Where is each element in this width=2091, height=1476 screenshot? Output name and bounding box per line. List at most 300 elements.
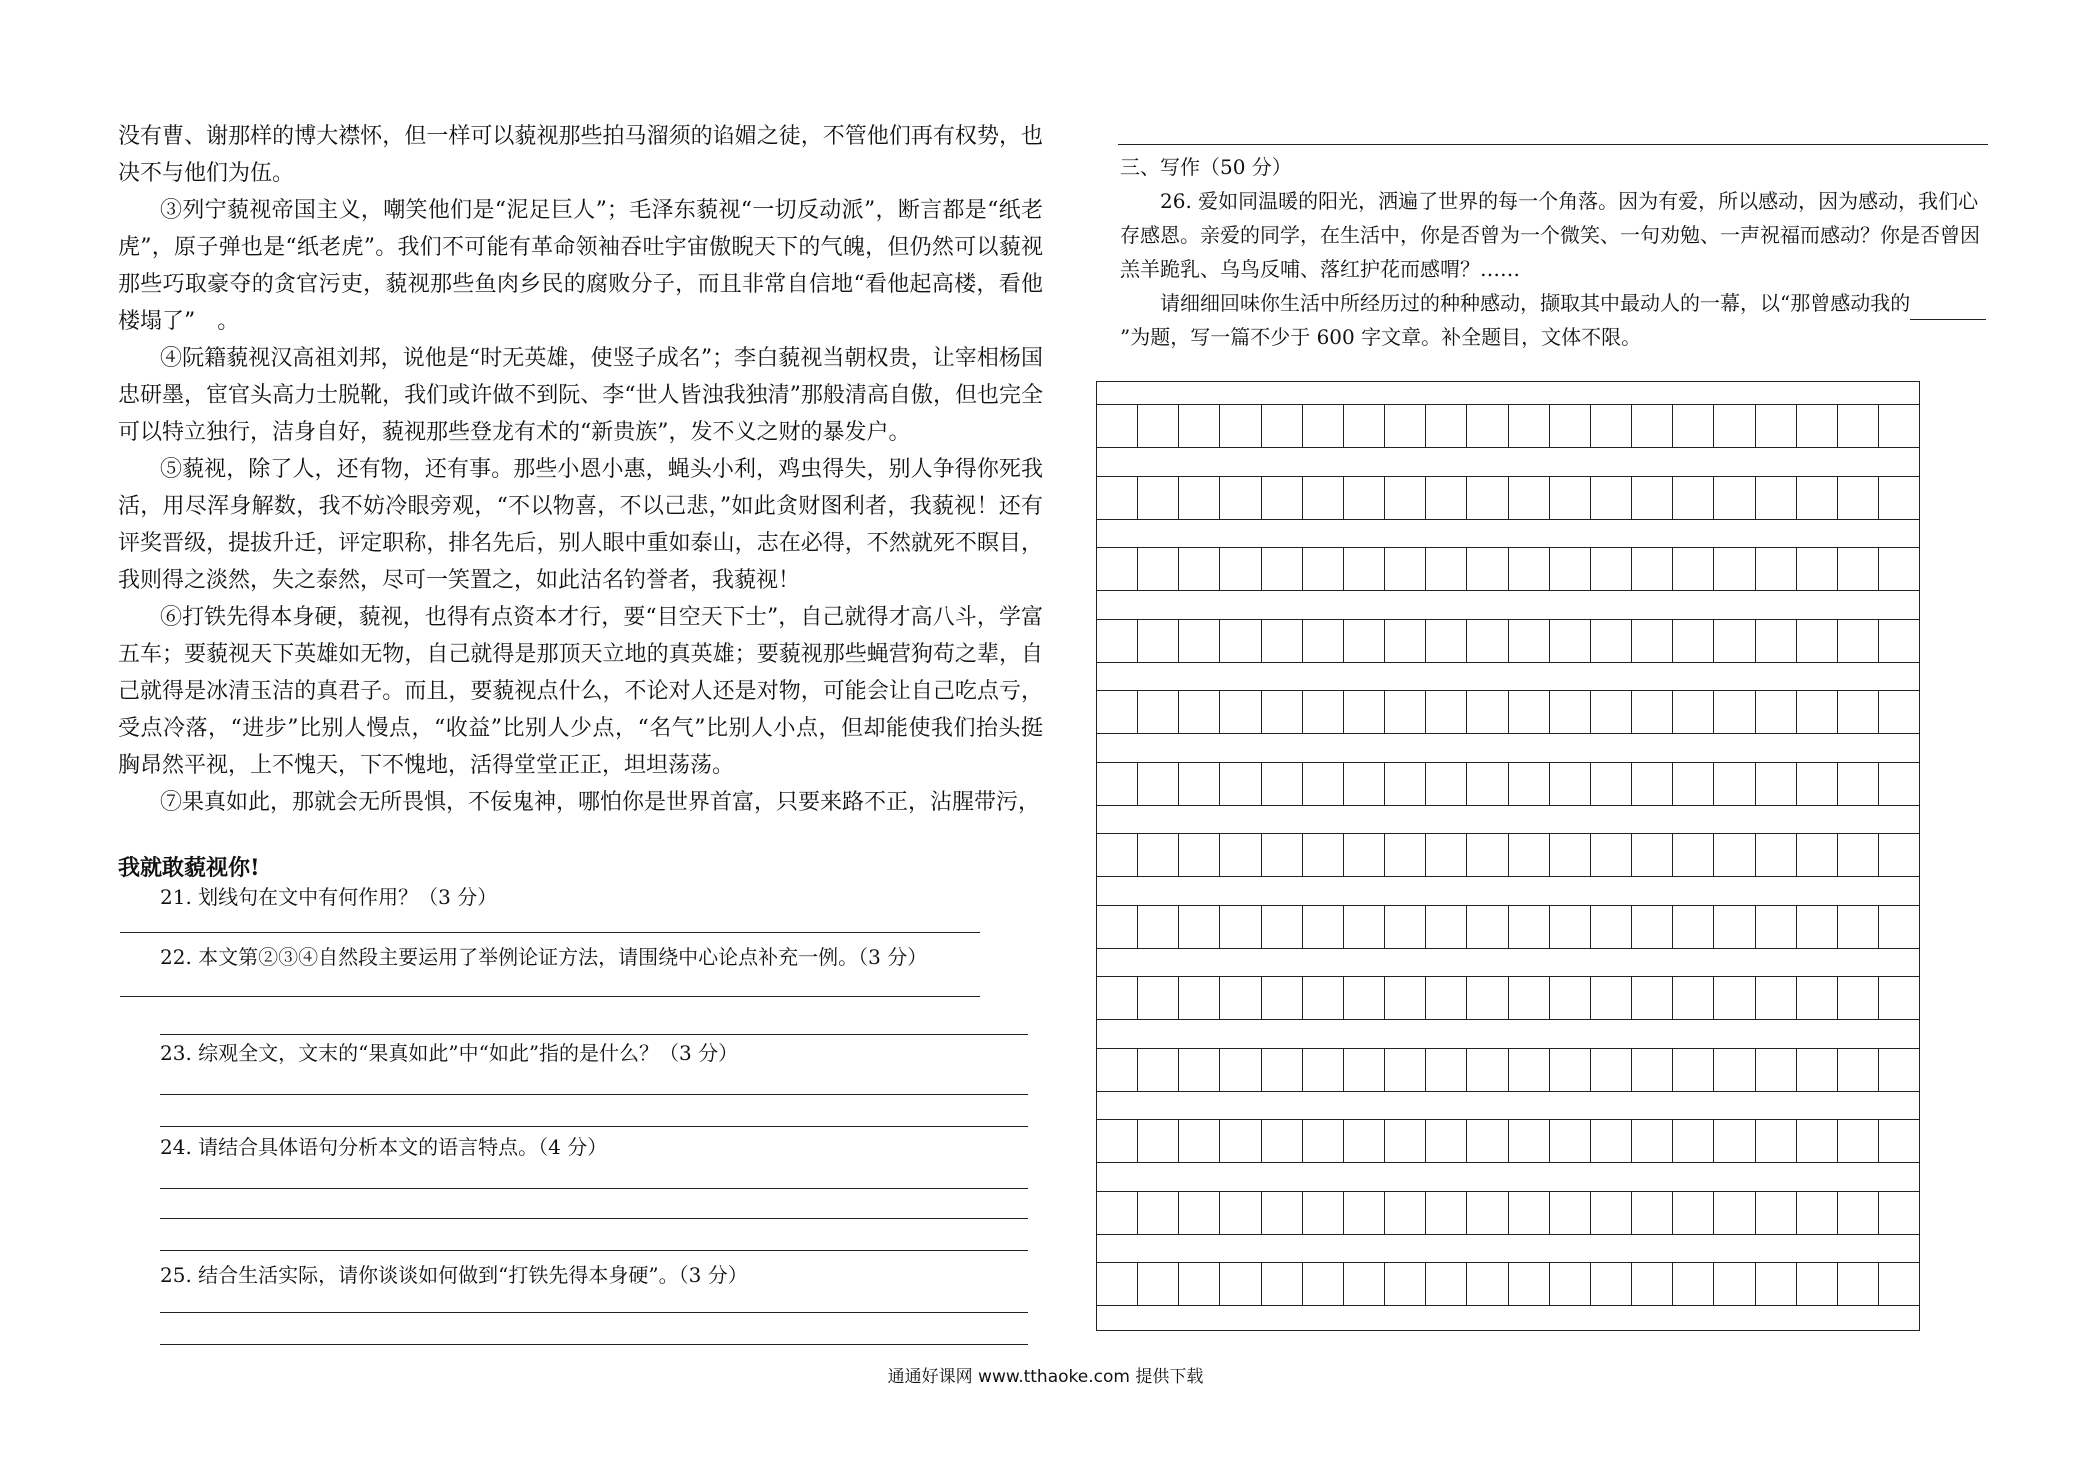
grid-cell[interactable] xyxy=(1509,405,1550,447)
grid-cell[interactable] xyxy=(1097,763,1138,805)
grid-cell[interactable] xyxy=(1426,834,1467,876)
grid-cell[interactable] xyxy=(1714,691,1755,733)
grid-cell[interactable] xyxy=(1303,1049,1344,1091)
grid-cell[interactable] xyxy=(1262,1120,1303,1162)
grid-cell[interactable] xyxy=(1426,1192,1467,1234)
grid-cell[interactable] xyxy=(1756,834,1797,876)
grid-cell[interactable] xyxy=(1509,834,1550,876)
grid-cell[interactable] xyxy=(1138,1120,1179,1162)
grid-cell[interactable] xyxy=(1714,620,1755,662)
grid-cell[interactable] xyxy=(1220,977,1261,1019)
question-22: 22. 本文第②③④自然段主要运用了举例论证方法，请围绕中心论点补充一例。（3 分） xyxy=(160,945,928,969)
grid-cell[interactable] xyxy=(1673,1192,1714,1234)
grid-cell[interactable] xyxy=(1673,1049,1714,1091)
grid-cell[interactable] xyxy=(1385,1263,1426,1305)
grid-cell[interactable] xyxy=(1097,620,1138,662)
grid-cell[interactable] xyxy=(1509,1192,1550,1234)
grid-cell[interactable] xyxy=(1179,405,1220,447)
grid-cell[interactable] xyxy=(1138,1263,1179,1305)
grid-cell[interactable] xyxy=(1550,1049,1591,1091)
grid-cell[interactable] xyxy=(1879,691,1919,733)
composition-grid[interactable] xyxy=(1096,381,1920,1331)
grid-cell[interactable] xyxy=(1303,691,1344,733)
top-rule xyxy=(1118,144,1988,145)
grid-cell[interactable] xyxy=(1838,1049,1879,1091)
grid-cell[interactable] xyxy=(1632,977,1673,1019)
grid-cell[interactable] xyxy=(1138,620,1179,662)
grid-cell[interactable] xyxy=(1797,906,1838,948)
grid-cell[interactable] xyxy=(1303,763,1344,805)
grid-cell[interactable] xyxy=(1426,977,1467,1019)
prompt-2-part-a: 请细细回味你生活中所经历过的种种感动，撷取其中最动人的一幕，以“那曾感动我的 xyxy=(1160,291,1911,315)
grid-cell[interactable] xyxy=(1220,620,1261,662)
grid-cell[interactable] xyxy=(1303,548,1344,590)
grid-cell[interactable] xyxy=(1097,906,1138,948)
grid-cell[interactable] xyxy=(1550,548,1591,590)
grid-cell[interactable] xyxy=(1756,763,1797,805)
grid-cell[interactable] xyxy=(1097,477,1138,519)
grid-cell[interactable] xyxy=(1262,477,1303,519)
grid-cell[interactable] xyxy=(1509,906,1550,948)
grid-cell[interactable] xyxy=(1879,906,1919,948)
grid-cell[interactable] xyxy=(1385,548,1426,590)
grid-cell[interactable] xyxy=(1097,405,1138,447)
grid-cell[interactable] xyxy=(1303,1192,1344,1234)
grid-cell[interactable] xyxy=(1138,1192,1179,1234)
grid-cell[interactable] xyxy=(1179,548,1220,590)
grid-cell[interactable] xyxy=(1344,405,1385,447)
passage-paragraph: ⑥打铁先得本身硬，藐视，也得有点资本才行，要“目空天下士”，自己就得才高八斗，学富五车；要藐视天下英雄如无物，自己就得是那顶天立地的真英雄；要藐视那些蝇营狗苟之辈，自己就得是冰清玉洁的真君子。而且，要藐视点什么，不论对人还是对物，可能会让自己吃点亏，受点冷落，“进步”比别人慢点，“收益”比别人少点，“名气”比别人小点，但却能使我们抬头挺胸昂然平视，上不愧天，下不愧地，活得堂堂正正，坦坦荡荡。 xyxy=(118,605,1043,778)
grid-cell[interactable] xyxy=(1797,763,1838,805)
grid-cell[interactable] xyxy=(1262,977,1303,1019)
grid-cell[interactable] xyxy=(1838,1192,1879,1234)
reading-passage xyxy=(118,118,1043,821)
grid-cell[interactable] xyxy=(1467,620,1508,662)
grid-cell[interactable] xyxy=(1673,1120,1714,1162)
grid-cell[interactable] xyxy=(1138,906,1179,948)
grid-row xyxy=(1097,690,1919,734)
grid-cell[interactable] xyxy=(1550,834,1591,876)
grid-cell[interactable] xyxy=(1879,763,1919,805)
grid-cell[interactable] xyxy=(1467,834,1508,876)
grid-cell[interactable] xyxy=(1673,477,1714,519)
grid-cell[interactable] xyxy=(1632,1192,1673,1234)
grid-cell[interactable] xyxy=(1220,1120,1261,1162)
section-title: 三、写作（50 分） xyxy=(1120,155,1292,179)
grid-cell[interactable] xyxy=(1262,620,1303,662)
grid-cell[interactable] xyxy=(1138,548,1179,590)
grid-cell[interactable] xyxy=(1756,1192,1797,1234)
grid-cell[interactable] xyxy=(1467,1263,1508,1305)
grid-cell[interactable] xyxy=(1550,977,1591,1019)
grid-cell[interactable] xyxy=(1797,477,1838,519)
grid-cell[interactable] xyxy=(1756,691,1797,733)
grid-cell[interactable] xyxy=(1262,834,1303,876)
grid-cell[interactable] xyxy=(1714,834,1755,876)
grid-cell[interactable] xyxy=(1632,405,1673,447)
grid-row xyxy=(1097,619,1919,663)
grid-cell[interactable] xyxy=(1591,1049,1632,1091)
grid-cell[interactable] xyxy=(1262,1192,1303,1234)
grid-cell[interactable] xyxy=(1838,477,1879,519)
grid-cell[interactable] xyxy=(1591,477,1632,519)
grid-cell[interactable] xyxy=(1838,763,1879,805)
grid-cell[interactable] xyxy=(1797,1049,1838,1091)
grid-cell[interactable] xyxy=(1220,906,1261,948)
grid-row xyxy=(1097,404,1919,448)
grid-cell[interactable] xyxy=(1262,1049,1303,1091)
grid-cell[interactable] xyxy=(1756,906,1797,948)
grid-cell[interactable] xyxy=(1714,1120,1755,1162)
answer-line-24a[interactable] xyxy=(160,1188,1028,1189)
grid-cell[interactable] xyxy=(1632,906,1673,948)
grid-cell[interactable] xyxy=(1879,477,1919,519)
grid-cell[interactable] xyxy=(1838,620,1879,662)
grid-cell[interactable] xyxy=(1797,620,1838,662)
grid-cell[interactable] xyxy=(1591,548,1632,590)
grid-cell[interactable] xyxy=(1879,548,1919,590)
grid-cell[interactable] xyxy=(1550,906,1591,948)
grid-cell[interactable] xyxy=(1097,834,1138,876)
grid-cell[interactable] xyxy=(1426,763,1467,805)
grid-cell[interactable] xyxy=(1220,548,1261,590)
grid-cell[interactable] xyxy=(1220,477,1261,519)
grid-cell[interactable] xyxy=(1879,1263,1919,1305)
grid-cell[interactable] xyxy=(1138,477,1179,519)
grid-cell[interactable] xyxy=(1262,906,1303,948)
grid-cell[interactable] xyxy=(1303,977,1344,1019)
grid-cell[interactable] xyxy=(1344,906,1385,948)
grid-cell[interactable] xyxy=(1632,1049,1673,1091)
grid-cell[interactable] xyxy=(1838,405,1879,447)
grid-cell[interactable] xyxy=(1838,977,1879,1019)
grid-cell[interactable] xyxy=(1879,1120,1919,1162)
grid-row xyxy=(1097,1191,1919,1235)
grid-cell[interactable] xyxy=(1838,906,1879,948)
grid-cell[interactable] xyxy=(1097,1049,1138,1091)
grid-cell[interactable] xyxy=(1385,405,1426,447)
grid-cell[interactable] xyxy=(1879,977,1919,1019)
grid-cell[interactable] xyxy=(1756,1263,1797,1305)
grid-cell[interactable] xyxy=(1714,1192,1755,1234)
answer-line-24c[interactable] xyxy=(160,1250,1028,1251)
grid-cell[interactable] xyxy=(1509,763,1550,805)
grid-cell[interactable] xyxy=(1426,906,1467,948)
writing-prompt-2 xyxy=(1120,286,1990,354)
grid-cell[interactable] xyxy=(1262,691,1303,733)
grid-cell[interactable] xyxy=(1673,763,1714,805)
grid-cell[interactable] xyxy=(1838,1120,1879,1162)
grid-cell[interactable] xyxy=(1344,1120,1385,1162)
grid-cell[interactable] xyxy=(1632,620,1673,662)
grid-cell[interactable] xyxy=(1179,906,1220,948)
grid-cell[interactable] xyxy=(1591,620,1632,662)
grid-cell[interactable] xyxy=(1179,691,1220,733)
grid-cell[interactable] xyxy=(1385,691,1426,733)
grid-cell[interactable] xyxy=(1303,620,1344,662)
grid-cell[interactable] xyxy=(1385,977,1426,1019)
grid-cell[interactable] xyxy=(1591,1192,1632,1234)
grid-row xyxy=(1097,547,1919,591)
grid-cell[interactable] xyxy=(1509,620,1550,662)
grid-cell[interactable] xyxy=(1344,977,1385,1019)
grid-cell[interactable] xyxy=(1097,1192,1138,1234)
grid-cell[interactable] xyxy=(1385,620,1426,662)
question-23: 23. 综观全文，文末的“果真如此”中“如此”指的是什么？（3 分） xyxy=(160,1041,739,1065)
grid-cell[interactable] xyxy=(1756,477,1797,519)
grid-cell[interactable] xyxy=(1220,1049,1261,1091)
grid-cell[interactable] xyxy=(1591,763,1632,805)
grid-cell[interactable] xyxy=(1138,691,1179,733)
answer-line-23c[interactable] xyxy=(160,1126,1028,1127)
grid-cell[interactable] xyxy=(1097,548,1138,590)
grid-cell[interactable] xyxy=(1591,1120,1632,1162)
grid-cell[interactable] xyxy=(1097,691,1138,733)
grid-cell[interactable] xyxy=(1714,977,1755,1019)
grid-cell[interactable] xyxy=(1097,1120,1138,1162)
grid-cell[interactable] xyxy=(1344,1049,1385,1091)
grid-cell[interactable] xyxy=(1591,834,1632,876)
grid-cell[interactable] xyxy=(1673,1263,1714,1305)
grid-cell[interactable] xyxy=(1262,1263,1303,1305)
grid-cell[interactable] xyxy=(1179,1120,1220,1162)
grid-cell[interactable] xyxy=(1632,763,1673,805)
grid-cell[interactable] xyxy=(1673,405,1714,447)
writing-prompt-1: 26. 爱如同温暖的阳光，洒遍了世界的每一个角落。因为有爱，所以感动，因为感动，我们心存感恩。亲爱的同学，在生活中，你是否曾为一个微笑、一句劝勉、一声祝福而感动？你是否曾因羔羊跪乳、乌鸟反哺、落红护花而感喟？…… xyxy=(1120,189,1980,281)
answer-line-23b[interactable] xyxy=(160,1094,1028,1095)
grid-cell[interactable] xyxy=(1591,906,1632,948)
grid-cell[interactable] xyxy=(1879,1049,1919,1091)
grid-cell[interactable] xyxy=(1303,1120,1344,1162)
grid-cell[interactable] xyxy=(1714,1049,1755,1091)
grid-cell[interactable] xyxy=(1179,477,1220,519)
grid-cell[interactable] xyxy=(1426,691,1467,733)
grid-cell[interactable] xyxy=(1344,763,1385,805)
grid-cell[interactable] xyxy=(1262,763,1303,805)
grid-cell[interactable] xyxy=(1632,548,1673,590)
grid-cell[interactable] xyxy=(1467,977,1508,1019)
grid-cell[interactable] xyxy=(1303,906,1344,948)
grid-cell[interactable] xyxy=(1426,477,1467,519)
grid-row xyxy=(1097,476,1919,520)
grid-cell[interactable] xyxy=(1344,1263,1385,1305)
grid-cell[interactable] xyxy=(1797,405,1838,447)
grid-row xyxy=(1097,762,1919,806)
grid-cell[interactable] xyxy=(1179,1263,1220,1305)
grid-cell[interactable] xyxy=(1179,834,1220,876)
grid-cell[interactable] xyxy=(1385,1049,1426,1091)
grid-cell[interactable] xyxy=(1550,1263,1591,1305)
grid-cell[interactable] xyxy=(1879,620,1919,662)
grid-cell[interactable] xyxy=(1550,691,1591,733)
grid-cell[interactable] xyxy=(1344,548,1385,590)
grid-cell[interactable] xyxy=(1550,620,1591,662)
grid-cell[interactable] xyxy=(1797,548,1838,590)
answer-line-25b[interactable] xyxy=(160,1344,1028,1345)
grid-cell[interactable] xyxy=(1509,477,1550,519)
grid-cell[interactable] xyxy=(1673,620,1714,662)
grid-row xyxy=(1097,833,1919,877)
grid-cell[interactable] xyxy=(1673,977,1714,1019)
grid-cell[interactable] xyxy=(1879,1192,1919,1234)
grid-cell[interactable] xyxy=(1344,1192,1385,1234)
grid-cell[interactable] xyxy=(1385,1192,1426,1234)
grid-row xyxy=(1097,1262,1919,1306)
answer-line-21[interactable] xyxy=(120,932,980,933)
grid-cell[interactable] xyxy=(1303,834,1344,876)
grid-cell[interactable] xyxy=(1550,405,1591,447)
grid-cell[interactable] xyxy=(1550,477,1591,519)
grid-cell[interactable] xyxy=(1714,1263,1755,1305)
grid-cell[interactable] xyxy=(1426,1263,1467,1305)
grid-cell[interactable] xyxy=(1467,405,1508,447)
grid-cell[interactable] xyxy=(1509,977,1550,1019)
grid-cell[interactable] xyxy=(1467,477,1508,519)
grid-cell[interactable] xyxy=(1632,1120,1673,1162)
grid-cell[interactable] xyxy=(1467,1049,1508,1091)
grid-cell[interactable] xyxy=(1467,691,1508,733)
passage-paragraph: ④阮籍藐视汉高祖刘邦，说他是“时无英雄，使竖子成名”；李白藐视当朝权贵，让宰相杨国忠研墨，宦官头高力士脱靴，我们或许做不到阮、李“世人皆浊我独清”那般清高自傲，但也完全可以特立独行，洁身自好，藐视那些登龙有术的“新贵族”，发不义之财的暴发户。 xyxy=(118,346,1043,445)
grid-cell[interactable] xyxy=(1262,405,1303,447)
grid-cell[interactable] xyxy=(1179,1192,1220,1234)
grid-cell[interactable] xyxy=(1797,691,1838,733)
grid-cell[interactable] xyxy=(1467,906,1508,948)
question-25: 25. 结合生活实际，请你谈谈如何做到“打铁先得本身硬”。（3 分） xyxy=(160,1263,748,1287)
grid-cell[interactable] xyxy=(1797,834,1838,876)
grid-cell[interactable] xyxy=(1138,1049,1179,1091)
grid-cell[interactable] xyxy=(1385,1120,1426,1162)
grid-cell[interactable] xyxy=(1303,1263,1344,1305)
grid-cell[interactable] xyxy=(1138,763,1179,805)
grid-cell[interactable] xyxy=(1385,834,1426,876)
grid-row xyxy=(1097,1119,1919,1163)
grid-cell[interactable] xyxy=(1426,548,1467,590)
grid-cell[interactable] xyxy=(1220,405,1261,447)
grid-cell[interactable] xyxy=(1591,691,1632,733)
grid-cell[interactable] xyxy=(1509,1120,1550,1162)
grid-cell[interactable] xyxy=(1797,1120,1838,1162)
grid-cell[interactable] xyxy=(1632,477,1673,519)
grid-cell[interactable] xyxy=(1138,977,1179,1019)
grid-cell[interactable] xyxy=(1632,834,1673,876)
grid-cell[interactable] xyxy=(1632,1263,1673,1305)
grid-cell[interactable] xyxy=(1673,834,1714,876)
grid-cell[interactable] xyxy=(1385,906,1426,948)
grid-cell[interactable] xyxy=(1673,906,1714,948)
grid-cell[interactable] xyxy=(1509,1049,1550,1091)
grid-cell[interactable] xyxy=(1426,620,1467,662)
grid-cell[interactable] xyxy=(1138,405,1179,447)
passage-paragraph: 没有曹、谢那样的博大襟怀，但一样可以藐视那些拍马溜须的谄媚之徒，不管他们再有权势，也决不与他们为伍。 xyxy=(118,124,1043,186)
grid-cell[interactable] xyxy=(1714,763,1755,805)
grid-cell[interactable] xyxy=(1714,477,1755,519)
grid-cell[interactable] xyxy=(1756,405,1797,447)
grid-cell[interactable] xyxy=(1673,691,1714,733)
grid-cell[interactable] xyxy=(1138,834,1179,876)
grid-cell[interactable] xyxy=(1756,1120,1797,1162)
grid-row xyxy=(1097,905,1919,949)
grid-cell[interactable] xyxy=(1756,620,1797,662)
grid-cell[interactable] xyxy=(1179,620,1220,662)
grid-cell[interactable] xyxy=(1426,1049,1467,1091)
grid-cell[interactable] xyxy=(1303,405,1344,447)
grid-cell[interactable] xyxy=(1509,1263,1550,1305)
prompt-2-part-b: ”为题，写一篇不少于 600 字文章。补全题目，文体不限。 xyxy=(1120,325,1642,349)
grid-cell[interactable] xyxy=(1797,1192,1838,1234)
grid-cell[interactable] xyxy=(1714,405,1755,447)
grid-cell[interactable] xyxy=(1179,977,1220,1019)
answer-line-24b[interactable] xyxy=(160,1218,1028,1219)
grid-cell[interactable] xyxy=(1220,763,1261,805)
grid-cell[interactable] xyxy=(1714,906,1755,948)
grid-cell[interactable] xyxy=(1838,691,1879,733)
grid-cell[interactable] xyxy=(1797,977,1838,1019)
grid-cell[interactable] xyxy=(1838,1263,1879,1305)
answer-line-23a[interactable] xyxy=(160,1034,1028,1035)
grid-cell[interactable] xyxy=(1591,1263,1632,1305)
grid-cell[interactable] xyxy=(1591,405,1632,447)
grid-cell[interactable] xyxy=(1303,477,1344,519)
grid-cell[interactable] xyxy=(1179,1049,1220,1091)
grid-cell[interactable] xyxy=(1097,1263,1138,1305)
grid-cell[interactable] xyxy=(1550,1120,1591,1162)
grid-cell[interactable] xyxy=(1097,977,1138,1019)
grid-cell[interactable] xyxy=(1467,548,1508,590)
grid-cell[interactable] xyxy=(1467,763,1508,805)
grid-cell[interactable] xyxy=(1344,620,1385,662)
grid-cell[interactable] xyxy=(1344,834,1385,876)
grid-cell[interactable] xyxy=(1838,834,1879,876)
grid-cell[interactable] xyxy=(1509,691,1550,733)
grid-cell[interactable] xyxy=(1550,1192,1591,1234)
grid-cell[interactable] xyxy=(1879,405,1919,447)
grid-cell[interactable] xyxy=(1838,548,1879,590)
grid-cell[interactable] xyxy=(1797,1263,1838,1305)
grid-cell[interactable] xyxy=(1756,1049,1797,1091)
answer-line-25a[interactable] xyxy=(160,1312,1028,1313)
grid-cell[interactable] xyxy=(1673,548,1714,590)
grid-cell[interactable] xyxy=(1220,1192,1261,1234)
grid-cell[interactable] xyxy=(1756,977,1797,1019)
grid-cell[interactable] xyxy=(1344,691,1385,733)
grid-cell[interactable] xyxy=(1714,548,1755,590)
title-blank[interactable] xyxy=(1910,297,1986,320)
grid-cell[interactable] xyxy=(1550,763,1591,805)
grid-row xyxy=(1097,976,1919,1020)
grid-cell[interactable] xyxy=(1426,405,1467,447)
grid-cell[interactable] xyxy=(1879,834,1919,876)
grid-cell[interactable] xyxy=(1220,1263,1261,1305)
grid-cell[interactable] xyxy=(1591,977,1632,1019)
footer-credit: 通通好课网 www.tthaoke.com 提供下载 xyxy=(887,1367,1204,1387)
answer-line-22[interactable] xyxy=(120,996,980,997)
grid-cell[interactable] xyxy=(1426,1120,1467,1162)
grid-cell[interactable] xyxy=(1220,834,1261,876)
grid-cell[interactable] xyxy=(1632,691,1673,733)
grid-cell[interactable] xyxy=(1220,691,1261,733)
grid-cell[interactable] xyxy=(1179,763,1220,805)
grid-cell[interactable] xyxy=(1467,1192,1508,1234)
passage-paragraph: ⑤藐视，除了人，还有物，还有事。那些小恩小惠，蝇头小利，鸡虫得失，别人争得你死我活，用尽浑身解数，我不妨冷眼旁观，“不以物喜，不以己悲，”如此贪财图利者，我藐视！还有评奖晋级，提拔升迁，评定职称，排名先后，别人眼中重如泰山，志在必得，不然就死不瞑目，我则得之淡然，失之泰然，尽可一笑置之，如此沽名钓誉者，我藐视！ xyxy=(118,457,1043,593)
grid-cell[interactable] xyxy=(1509,548,1550,590)
grid-cell[interactable] xyxy=(1344,477,1385,519)
grid-cell[interactable] xyxy=(1756,548,1797,590)
grid-cell[interactable] xyxy=(1262,548,1303,590)
passage-paragraph: ⑦果真如此，那就会无所畏惧，不佞鬼神，哪怕你是世界首富，只要来路不正，沾腥带污， xyxy=(160,790,1041,815)
grid-cell[interactable] xyxy=(1385,477,1426,519)
grid-cell[interactable] xyxy=(1467,1120,1508,1162)
grid-cell[interactable] xyxy=(1385,763,1426,805)
